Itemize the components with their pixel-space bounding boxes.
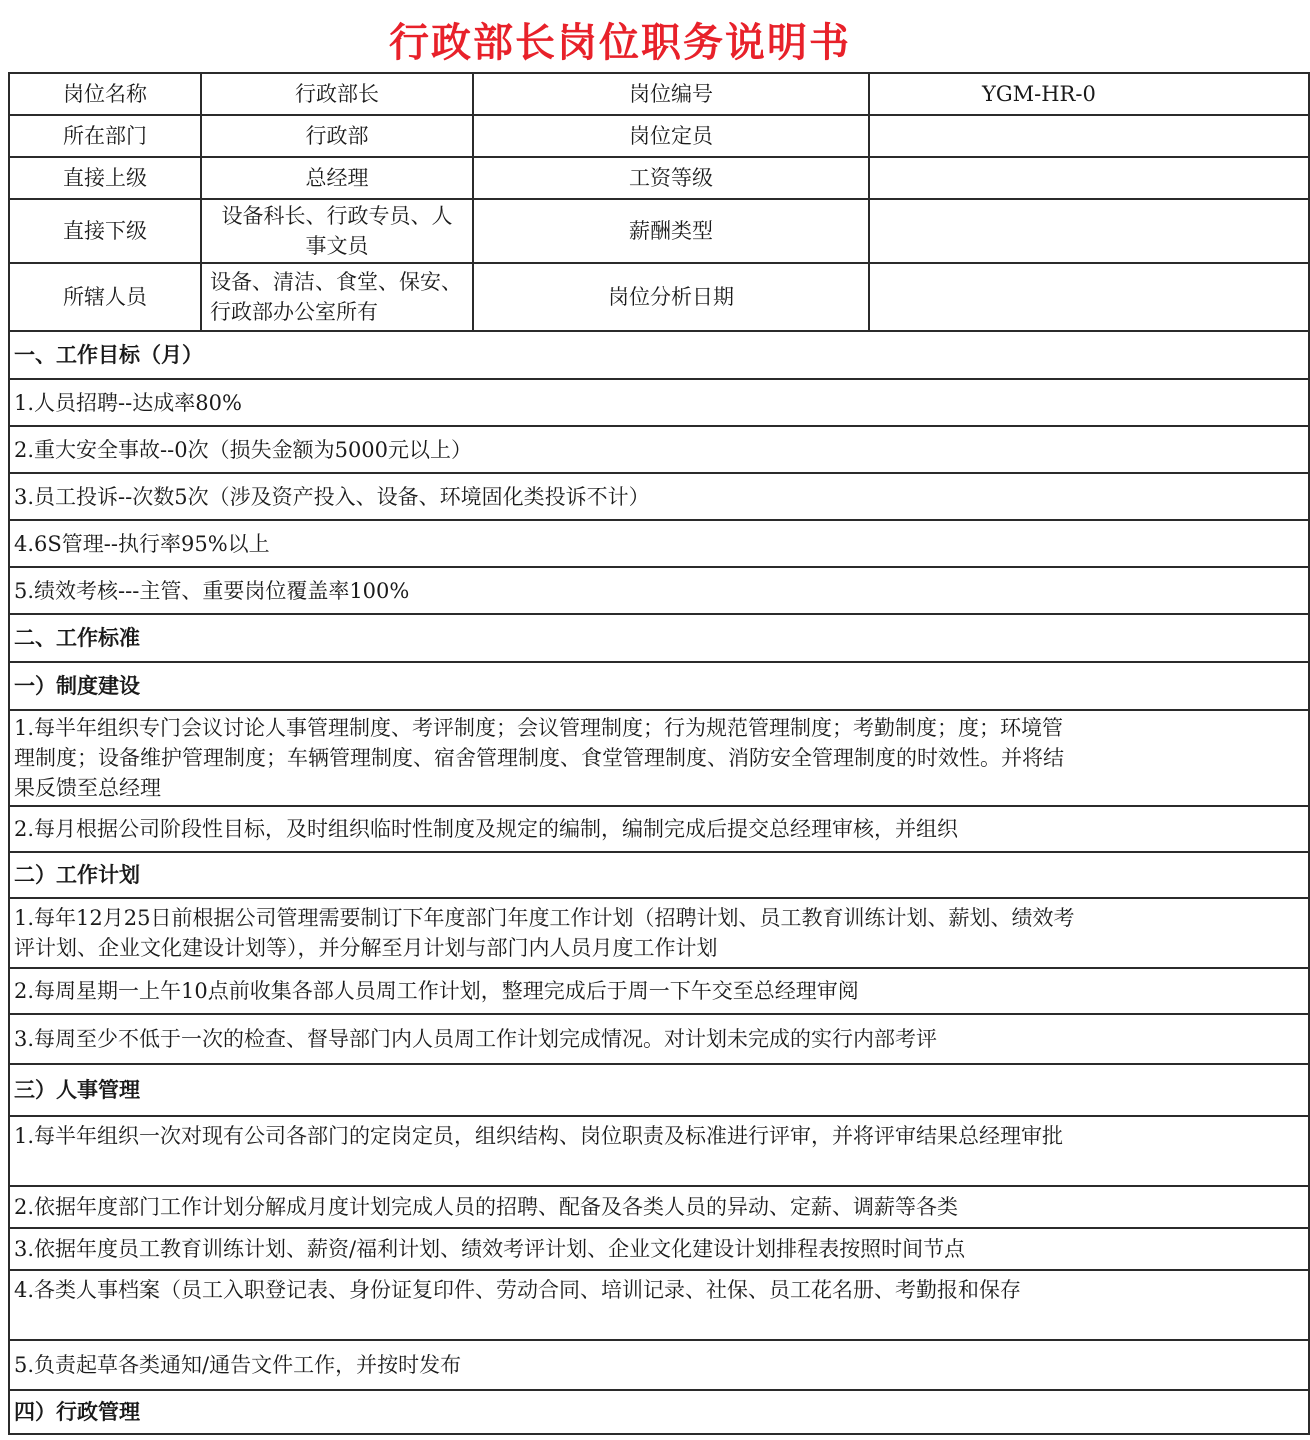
hr-item[interactable]: 2.依据年度部门工作计划分解成月度计划完成人员的招聘、配备及各类人员的异动、定薪、调薪等各类 — [9, 1186, 1309, 1228]
table-row — [9, 968, 1309, 1014]
table-row — [9, 806, 1309, 852]
label-cell: 岗位编号 — [473, 73, 869, 115]
hr-item[interactable]: 3.依据年度员工教育训练计划、薪资/福利计划、绩效考评计划、企业文化建设计划排程表按照时间节点 — [9, 1228, 1309, 1270]
table-row — [9, 614, 1309, 662]
goal-item[interactable]: 1.人员招聘--达成率80% — [9, 379, 1309, 426]
hr-item[interactable]: 5.负责起草各类通知/通告文件工作，并按时发布 — [9, 1340, 1309, 1390]
value-cell[interactable]: 总经理 — [201, 157, 473, 199]
label-cell: 所辖人员 — [9, 263, 201, 331]
page-title: 行政部长岗位职务说明书 — [389, 20, 851, 66]
table-row — [9, 567, 1309, 614]
plan-item[interactable]: 2.每周星期一上午10点前收集各部人员周工作计划，整理完成后于周一下午交至总经理审阅 — [9, 968, 1309, 1014]
table-row — [9, 1116, 1309, 1186]
item-text: 1.每半年组织专门会议讨论人事管理制度、考评制度；会议管理制度；行为规范管理制度；考勤制度；度；环境管理制度；设备维护管理制度；车辆管理制度、宿舍管理制度、食堂管理制度、消防安全管理制度的时效性。并将结果反馈至总经理 — [14, 716, 1064, 800]
label-cell: 岗位定员 — [473, 115, 869, 157]
table-row — [9, 157, 1309, 199]
table-row — [9, 898, 1309, 968]
table-row — [9, 1228, 1309, 1270]
hr-item[interactable] — [9, 1116, 1309, 1186]
value-cell[interactable] — [869, 157, 1309, 199]
value-cell[interactable] — [201, 263, 473, 331]
table-row — [9, 1014, 1309, 1064]
value-text: 设备科长、行政专员、人事文员 — [221, 204, 453, 258]
table-row — [9, 331, 1309, 379]
subsection-heading: 一）制度建设 — [9, 662, 1309, 710]
table-row — [9, 73, 1309, 115]
table-row — [9, 379, 1309, 426]
value-cell[interactable]: 行政部长 — [201, 73, 473, 115]
table-row — [9, 199, 1309, 263]
standard-item[interactable]: 2.每月根据公司阶段性目标，及时组织临时性制度及规定的编制，编制完成后提交总经理审核，并组织 — [9, 806, 1309, 852]
standard-item[interactable] — [9, 710, 1309, 806]
table-row — [9, 1064, 1309, 1116]
table-row — [9, 1270, 1309, 1340]
plan-item[interactable]: 3.每周至少不低于一次的检查、督导部门内人员周工作计划完成情况。对计划未完成的实行内部考评 — [9, 1014, 1309, 1064]
subsection-heading: 四）行政管理 — [9, 1390, 1309, 1434]
section-heading: 一、工作目标（月） — [9, 331, 1309, 379]
goal-item[interactable]: 4.6S管理--执行率95%以上 — [9, 520, 1309, 567]
label-cell: 直接上级 — [9, 157, 201, 199]
item-text: 1.每年12月25日前根据公司管理需要制订下年度部门年度工作计划（招聘计划、员工教育训练计划、薪划、绩效考评计划、企业文化建设计划等），并分解至月计划与部门内人员月度工作计划 — [14, 906, 1075, 960]
table-row — [9, 1186, 1309, 1228]
goal-item[interactable]: 5.绩效考核---主管、重要岗位覆盖率100% — [9, 567, 1309, 614]
label-cell: 岗位名称 — [9, 73, 201, 115]
table-row — [9, 520, 1309, 567]
table-row — [9, 473, 1309, 520]
label-cell: 薪酬类型 — [473, 199, 869, 263]
table-row — [9, 852, 1309, 898]
item-text: 4.各类人事档案（员工入职登记表、身份证复印件、劳动合同、培训记录、社保、员工花名册、考勤报和保存 — [14, 1278, 1022, 1302]
value-cell[interactable]: YGM-HR-0 — [869, 73, 1309, 115]
label-cell: 岗位分析日期 — [473, 263, 869, 331]
label-cell: 直接下级 — [9, 199, 201, 263]
goal-item[interactable]: 3.员工投诉--次数5次（涉及资产投入、设备、环境固化类投诉不计） — [9, 473, 1309, 520]
value-cell[interactable] — [869, 115, 1309, 157]
table-row — [9, 115, 1309, 157]
subsection-heading: 三）人事管理 — [9, 1064, 1309, 1116]
table-row — [9, 1340, 1309, 1390]
label-cell: 所在部门 — [9, 115, 201, 157]
plan-item[interactable] — [9, 898, 1309, 968]
value-text: 设备、清洁、食堂、保安、行政部办公室所有 — [210, 270, 462, 324]
table-row — [9, 1390, 1309, 1434]
goal-item[interactable]: 2.重大安全事故--0次（损失金额为5000元以上） — [9, 426, 1309, 473]
value-cell[interactable] — [201, 199, 473, 263]
value-cell[interactable]: 行政部 — [201, 115, 473, 157]
subsection-heading: 二）工作计划 — [9, 852, 1309, 898]
table-row — [9, 263, 1309, 331]
item-text: 1.每半年组织一次对现有公司各部门的定岗定员，组织结构、岗位职责及标准进行评审，并将评审结果总经理审批 — [14, 1124, 1064, 1148]
table-row — [9, 426, 1309, 473]
spreadsheet — [8, 72, 1096, 1440]
value-cell[interactable] — [869, 263, 1309, 331]
label-cell: 工资等级 — [473, 157, 869, 199]
table-row — [9, 710, 1309, 806]
hr-item[interactable] — [9, 1270, 1309, 1340]
section-heading: 二、工作标准 — [9, 614, 1309, 662]
job-description-table — [8, 72, 1310, 1435]
table-row — [9, 662, 1309, 710]
value-cell[interactable] — [869, 199, 1309, 263]
